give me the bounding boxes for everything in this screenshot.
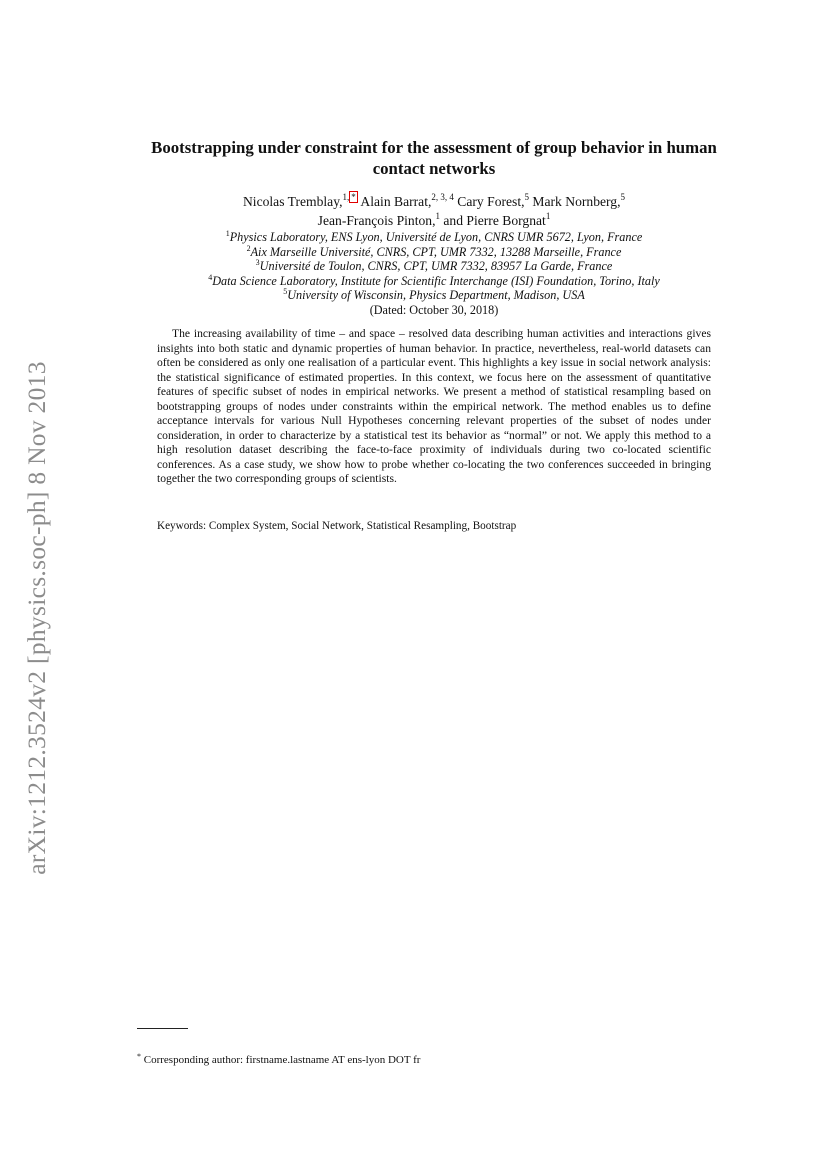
author-affiliation-marker: 1, xyxy=(342,192,350,202)
footnote xyxy=(137,1054,420,1066)
author-list xyxy=(230,191,638,230)
author-name: Jean-François Pinton, xyxy=(317,213,436,228)
affiliation-line: $^5$University of Wisconsin, Physics Department, Madison, USA xyxy=(283,287,585,303)
author-affiliation-marker: 5 xyxy=(620,192,626,202)
author-name: Mark Nornberg, xyxy=(529,194,621,209)
keywords: Keywords: Complex System, Social Network, Statistical Resampling, Bootstrap xyxy=(157,520,517,532)
author-name: Alain Barrat, xyxy=(357,194,432,209)
affiliation-list xyxy=(150,230,718,318)
author-affiliation-marker: 1 xyxy=(545,211,551,221)
author-name: Nicolas Tremblay, xyxy=(242,194,343,209)
author-affiliation-marker: 2, 3, 4 xyxy=(431,192,454,202)
author-name: and Pierre Borgnat xyxy=(439,213,546,228)
dated-line: (Dated: October 30, 2018) xyxy=(369,302,499,317)
author-affiliation-marker: 1 xyxy=(435,211,440,221)
footnote-link[interactable]: * xyxy=(351,192,356,202)
footnote-divider xyxy=(137,1028,188,1029)
affiliation-line: $^2$Aix Marseille Université, CNRS, CPT, UMR 7332, 13288 Marseille, France xyxy=(246,243,622,259)
arxiv-identifier-stamp xyxy=(17,338,57,898)
author-name: Cary Forest, xyxy=(453,194,525,209)
affiliation-line: $^4$Data Science Laboratory, Institute for Scientific Interchange (ISI) Foundation, Torino, Italy xyxy=(208,272,660,288)
abstract-text: The increasing availability of time – and space – resolved data describing human activities and interactions gives insights into both static and dynamic properties of human behavior. In practice, nevertheless, real-world datasets can often be considered as only one realisation of a particular event. This highlights a key issue in social network analysis: the statistical significance of estimated properties. In this context, we focus here on the assessment of quantitative features of specific subset of nodes in empirical networks. We present a method of statistical resampling based on bootstrapping groups of nodes under constraints within the empirical network. The method enables us to define acceptance intervals for various Null Hypotheses concerning relevant properties of the subset of nodes under consideration, in order to characterize by a statistical test its behavior as “normal” or not. We apply this method to a high resolution dataset describing the face-to-face proximity of individuals during two co-located scientific conferences. As a case study, we show how to probe whether co-locating the two conferences succeeded in bringing together the two corresponding groups of scientists. xyxy=(157,327,711,485)
paper-title: Bootstrapping under constraint for the assessment of group behavior in human contact networks xyxy=(151,138,717,178)
footnote-text: Corresponding author: firstname.lastname AT ens-lyon DOT fr xyxy=(141,1054,421,1066)
abstract xyxy=(157,327,711,487)
arxiv-identifier-text: arXiv:1212.3524v2 [physics.soc-ph] 8 Nov 2013 xyxy=(22,361,51,875)
footnote-marker: * xyxy=(137,1052,141,1061)
author-affiliation-marker: 5 xyxy=(524,192,530,202)
affiliation-line: $^1$Physics Laboratory, ENS Lyon, Université de Lyon, CNRS UMR 5672, Lyon, France xyxy=(225,229,643,244)
affiliation-line: $^3$Université de Toulon, CNRS, CPT, UMR 7332, 83957 La Garde, France xyxy=(255,258,613,274)
